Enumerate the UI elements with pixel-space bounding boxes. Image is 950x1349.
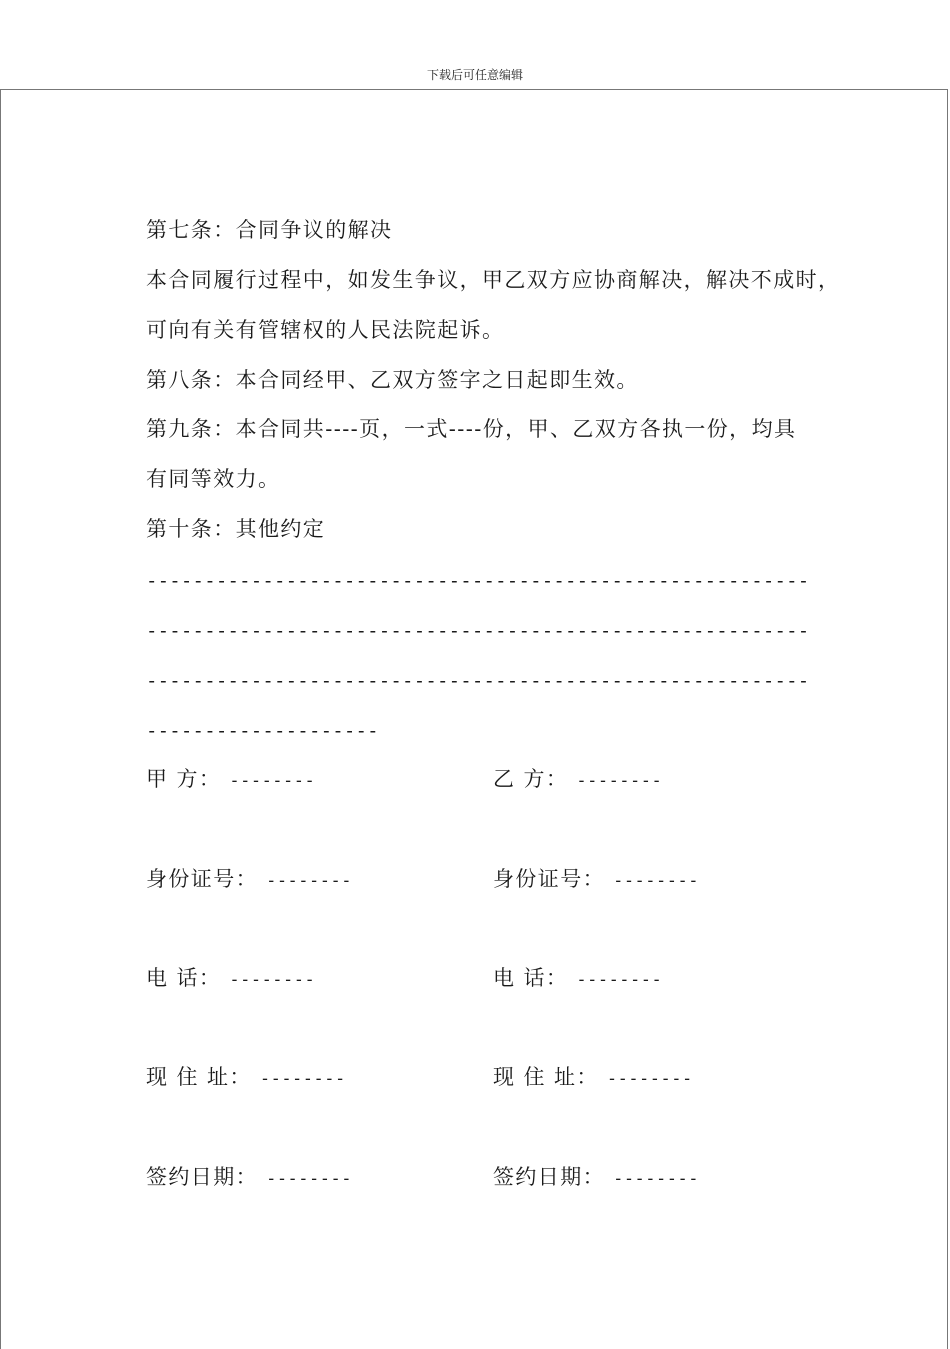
other-terms-blank-line-2: --------------------------------------------------------- <box>146 620 810 642</box>
party-a-id <box>146 864 352 896</box>
party-b-date-blank: -------- <box>613 1169 699 1189</box>
party-a-name-blank: -------- <box>229 771 316 791</box>
article-9-line-1: 第九条：本合同共----页，一式----份，甲、乙双方各执一份，均具 <box>146 417 797 441</box>
party-b-name <box>493 764 662 796</box>
party-a-phone <box>146 963 315 995</box>
signature-row-address <box>146 1062 826 1092</box>
party-a-id-blank: -------- <box>266 871 352 891</box>
party-b-date-label: 签约日期： <box>493 1165 605 1189</box>
party-b-address <box>493 1062 693 1094</box>
party-a-name-label: 甲 方： <box>146 767 222 791</box>
party-a-phone-blank: -------- <box>229 970 316 990</box>
party-a-date <box>146 1162 352 1194</box>
party-a-id-label: 身份证号： <box>146 867 258 891</box>
article-7-title: 第七条：合同争议的解决 <box>146 218 393 242</box>
party-b-address-label: 现 住 址： <box>493 1065 599 1089</box>
party-b-date <box>493 1162 699 1194</box>
article-7-body-line-1: 本合同履行过程中，如发生争议，甲乙双方应协商解决，解决不成时， <box>146 268 841 292</box>
party-a-address <box>146 1062 346 1094</box>
party-a-address-label: 现 住 址： <box>146 1065 252 1089</box>
party-b-id <box>493 864 699 896</box>
party-b-phone-blank: -------- <box>576 970 663 990</box>
signature-row-date <box>146 1162 826 1192</box>
party-b-address-blank: -------- <box>606 1069 693 1089</box>
party-b-id-label: 身份证号： <box>493 867 605 891</box>
party-b-phone-label: 电 话： <box>493 966 569 990</box>
other-terms-blank-line-3: --------------------------------------------------------- <box>146 670 810 692</box>
other-terms-blank-line-4: -------------------- <box>146 720 379 742</box>
signature-row-id <box>146 864 826 894</box>
party-a-address-blank: -------- <box>259 1069 346 1089</box>
other-terms-blank-line-1: --------------------------------------------------------- <box>146 570 810 592</box>
article-9-line-2: 有同等效力。 <box>146 467 281 491</box>
signature-row-phone <box>146 963 826 993</box>
page-header: 下载后可任意编辑 <box>426 68 523 82</box>
party-b-id-blank: -------- <box>613 871 699 891</box>
signature-row-name <box>146 764 826 794</box>
party-b-phone <box>493 963 662 995</box>
party-a-date-blank: -------- <box>266 1169 352 1189</box>
article-8-text: 第八条：本合同经甲、乙双方签字之日起即生效。 <box>146 368 639 392</box>
party-b-name-blank: -------- <box>576 771 663 791</box>
party-a-phone-label: 电 话： <box>146 966 222 990</box>
party-a-date-label: 签约日期： <box>146 1165 258 1189</box>
article-10-title: 第十条：其他约定 <box>146 517 326 541</box>
party-a-name <box>146 764 315 796</box>
party-b-name-label: 乙 方： <box>493 767 569 791</box>
article-7-body-line-2: 可向有关有管辖权的人民法院起诉。 <box>146 318 505 342</box>
